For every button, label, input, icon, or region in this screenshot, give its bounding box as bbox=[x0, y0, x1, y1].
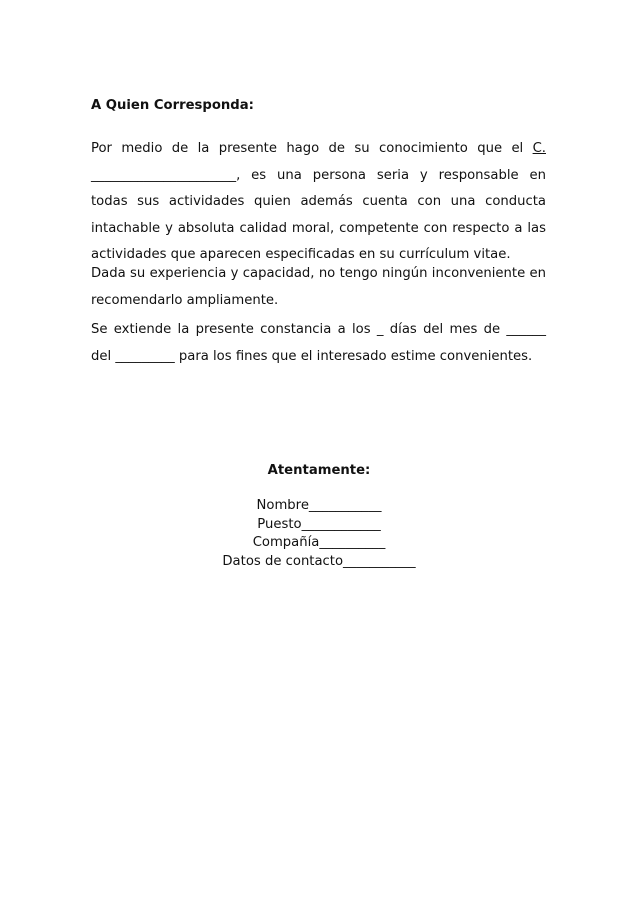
paragraph-introduction bbox=[91, 136, 546, 269]
paragraph-line: ______________________, es una persona seria y responsable en bbox=[91, 167, 546, 183]
c-abbreviation: C. bbox=[532, 141, 546, 156]
paragraph-line bbox=[91, 136, 546, 163]
paragraph-text: Por medio de la presente hago de su conocimiento que el bbox=[91, 141, 533, 156]
salutation: A Quien Corresponda: bbox=[91, 98, 254, 113]
signature-company: Compañía__________ bbox=[252, 535, 386, 550]
closing-title: Atentamente: bbox=[267, 463, 371, 478]
signature-contact: Datos de contacto___________ bbox=[222, 553, 416, 569]
paragraph-line: del _________ para los fines que el interesado estime convenientes. bbox=[91, 348, 533, 364]
paragraph-line: Se extiende la presente constancia a los _ días del mes de ______ bbox=[91, 322, 546, 337]
signature-position: Puesto____________ bbox=[257, 516, 381, 532]
signature-block bbox=[0, 497, 638, 571]
paragraph-line: recomendarlo ampliamente. bbox=[91, 292, 279, 308]
paragraph-line: todas sus actividades quien además cuenta con una conducta bbox=[91, 194, 546, 210]
paragraph-line: intachable y absoluta calidad moral, competente con respecto a las bbox=[91, 220, 546, 236]
signature-name: Nombre___________ bbox=[256, 498, 382, 513]
paragraph-recommendation bbox=[91, 261, 546, 314]
paragraph-line: actividades que aparecen especificadas en su currículum vitae. bbox=[91, 247, 511, 263]
paragraph-line: Dada su experiencia y capacidad, no tengo ningún inconveniente en bbox=[91, 266, 546, 281]
closing-block bbox=[0, 462, 638, 496]
paragraph-date bbox=[91, 317, 546, 370]
